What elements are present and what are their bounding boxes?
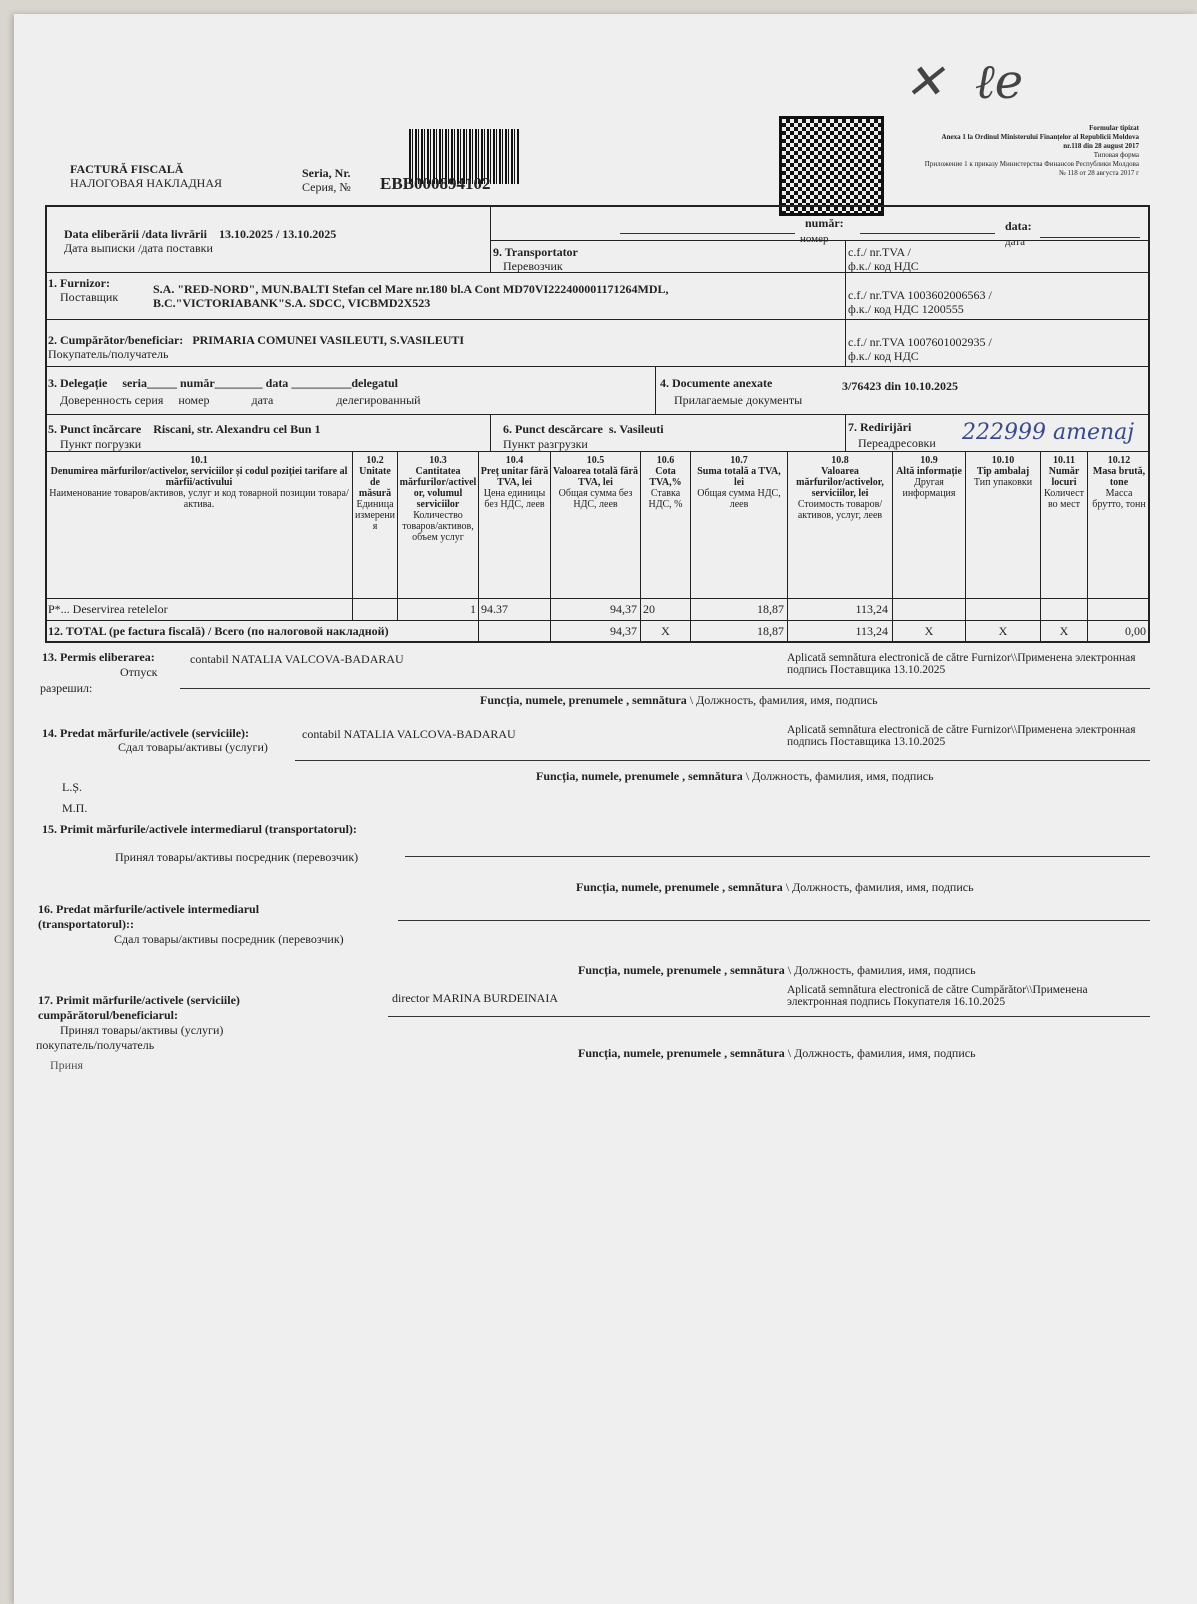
seria-label: seria (122, 376, 147, 390)
s17-label-2: cumpărătorul/beneficiarul: (38, 1008, 178, 1022)
series-number: EBB000894102 (380, 174, 491, 193)
s15-label: 15. Primit mărfurile/activele intermediarul (transportatorul): (42, 822, 357, 836)
delegatul-label: delegatul (351, 376, 398, 390)
title-ro: FACTURĂ FISCALĂ (70, 162, 184, 176)
item-value: 113,24 (855, 602, 888, 616)
col-title: Număr locuri (1048, 466, 1080, 488)
total-mass: 0,00 (1125, 624, 1146, 638)
data-label-ru: дата (1005, 236, 1026, 248)
s15-label-ru: Принял товары/активы посредник (перевозчик) (115, 850, 359, 864)
col-title-ru: Стоимость товаров/активов, услуг, леев (797, 499, 883, 521)
handwritten-redirect: 222999 amenaj (962, 420, 1135, 445)
total-value: 113,24 (855, 624, 888, 638)
item-name: P*... Deservirea retelelor (48, 602, 168, 616)
nomer-label: номер (178, 393, 210, 407)
item-total: 94,37 (610, 602, 637, 616)
numar-label: număr (179, 376, 215, 390)
item-vat: 18,87 (757, 602, 784, 616)
transport-cf-ru: ф.к./ код НДС (848, 259, 919, 273)
unloading-label: 6. Punct descărcare (503, 422, 603, 436)
supplier-label-ru: Поставщик (60, 290, 119, 304)
col-num: 10.6 (656, 455, 675, 466)
total-vat: 18,87 (757, 624, 784, 638)
col-title: Tip ambalaj (976, 466, 1030, 477)
total-vat-rate: X (661, 624, 670, 638)
s14-label: 14. Predat mărfurile/activele (serviciile): (42, 726, 250, 740)
col-title: Unitate de măsură (358, 466, 392, 499)
transport-cf: c.f./ nr.TVA / (848, 245, 911, 259)
s17-esign: Aplicată semnătura electronică de către Cumpărător\\Применена электронная подпись Покупателя 16.10.2025 (787, 984, 1088, 1008)
item-qty: 1 (470, 602, 476, 616)
s17-person: director MARINA BURDEINAIA (392, 991, 558, 1005)
note-line: Anexa 1 la Ordinul Ministerului Finanțelor al Republicii Moldova (941, 133, 1139, 141)
handwritten-mark: ✕ ℓe (904, 54, 1024, 110)
supplier-line1: S.A. "RED-NORD", MUN.BALTI Stefan cel Mare nr.180 bl.A Cont MD70VI222400001171264MDL, (153, 282, 669, 296)
s14-person: contabil NATALIA VALCOVA-BADARAU (302, 727, 516, 741)
col-title-ru: Масса брутто, тонн (1092, 488, 1146, 510)
buyer-label-ru: Покупатель/получатель (48, 347, 169, 361)
col-num: 10.5 (586, 455, 605, 466)
data-label: data (265, 376, 289, 390)
mp-mark: М.П. (62, 801, 88, 815)
col-num: 10.9 (920, 455, 938, 466)
ls-mark: L.Ș. (62, 780, 83, 794)
sig-caption: Funcția, numele, prenumele , semnătura (578, 1046, 785, 1060)
total-other: X (924, 624, 934, 638)
col-title-ru: Наименование товаров/активов, услуг и код товарной позиции товара/актива. (49, 488, 349, 510)
col-num: 10.12 (1107, 455, 1131, 466)
s13-label-ru: Отпуск (120, 665, 158, 679)
deleg-ru-label: делегированный (336, 393, 421, 407)
sig-caption-ru: \ Должность, фамилия, имя, подпись (689, 693, 878, 707)
col-title: Cantitatea mărfurilor/activelor, volumul serviciilor (399, 466, 477, 510)
total-total: 94,37 (610, 624, 637, 638)
col-title-ru: Общая сумма без НДС, леев (558, 488, 633, 510)
col-title-ru: Другая информация (902, 477, 956, 499)
supplier-cf: c.f./ nr.TVA 1003602006563 / (848, 288, 992, 302)
unloading-value: s. Vasileuti (608, 422, 664, 436)
col-title-ru: Тип упаковки (973, 477, 1033, 488)
sig-caption: Funcția, numele, prenumele , semnătura (536, 769, 743, 783)
transport-label: 9. Transportator (493, 245, 578, 259)
col-title: Suma totală a TVA, lei (697, 466, 781, 488)
data-ru-label: дата (251, 393, 274, 407)
qr-code-image (779, 116, 884, 216)
redirect-label-ru: Переадресовки (858, 436, 936, 450)
series-label-ru: Серия, № (302, 180, 351, 194)
supplier-line2: B.C."VICTORIABANK"S.A. SDCC, VICBMD2X523 (153, 296, 431, 310)
buyer-label: 2. Cumpărător/beneficiar: (48, 333, 184, 347)
item-price: 94.37 (481, 602, 508, 616)
loading-label-ru: Пункт погрузки (60, 437, 142, 451)
supplier-label: 1. Furnizor: (48, 276, 110, 290)
loading-label: 5. Punct încărcare (48, 422, 142, 436)
buyer-cf-ru: ф.к./ код НДС (848, 349, 919, 363)
total-label: 12. TOTAL (pe factura fiscală) / Всего (по налоговой накладной) (48, 624, 389, 638)
s13-label-ru2: разрешил: (40, 681, 93, 695)
sig-caption-ru: \ Должность, фамилия, имя, подпись (787, 963, 976, 977)
delegation-label: 3. Delegație (48, 376, 108, 390)
stamp-mark: Приня (50, 1058, 84, 1072)
col-title-ru: Количество товаров/активов, объем услуг (402, 510, 474, 543)
s13-person: contabil NATALIA VALCOVA-BADARAU (190, 652, 404, 666)
col-title: Altă informație (896, 466, 962, 477)
s16-label-ru: Сдал товары/активы посредник (перевозчик) (114, 932, 344, 946)
sig-caption: Funcția, numele, prenumele , semnătura (480, 693, 687, 707)
col-num: 10.10 (991, 455, 1015, 466)
col-title-ru: Общая сумма НДС, леев (697, 488, 781, 510)
col-title: Valoarea mărfurilor/activelor, serviciilor, lei (796, 466, 884, 499)
redirect-label: 7. Redirijări (848, 420, 912, 434)
s17-label: 17. Primit mărfurile/activele (serviciile) (38, 993, 240, 1007)
col-title-ru: Ставка НДС, % (648, 488, 683, 510)
dates-value: 13.10.2025 / 13.10.2025 (218, 227, 337, 241)
sig-caption-ru: \ Должность, фамилия, имя, подпись (787, 1046, 976, 1060)
col-num: 10.7 (730, 455, 748, 466)
s16-label: 16. Predat mărfurile/activele intermediarul (38, 902, 260, 916)
buyer-cf: c.f./ nr.TVA 1007601002935 / (848, 335, 992, 349)
documents-value: 3/76423 din 10.10.2025 (842, 379, 959, 393)
col-num: 10.11 (1053, 455, 1075, 466)
delegation-label-ru: Доверенность серия (60, 393, 164, 407)
col-num: 10.2 (366, 455, 384, 466)
note-line: nr.118 din 28 august 2017 (1063, 142, 1139, 150)
col-title-ru: Цена единицы без НДС, леев (483, 488, 546, 510)
unloading-label-ru: Пункт разгрузки (503, 437, 588, 451)
dates-label-ro: Data eliberării /data livrării (64, 227, 207, 241)
col-title: Denumirea mărfurilor/activelor, serviciilor și codul poziției tarifare al mărfii/activului (50, 466, 348, 488)
note-line: Типовая форма (1093, 151, 1139, 159)
s13-label: 13. Permis eliberarea: (42, 650, 155, 664)
numar-label-ru: номер (800, 233, 829, 245)
col-title: Cota TVA,% (649, 466, 682, 488)
loading-value: Riscani, str. Alexandru cel Bun 1 (153, 422, 321, 436)
s17-label-ru2: покупатель/получатель (36, 1038, 155, 1052)
sig-caption-ru: \ Должность, фамилия, имя, подпись (745, 769, 934, 783)
numar-label: număr: (805, 216, 844, 230)
form-note (894, 124, 1139, 178)
s14-label-ru: Сдал товары/активы (услуги) (118, 740, 268, 754)
col-title-ru: Количество мест (1044, 488, 1084, 510)
sig-caption: Funcția, numele, prenumele , semnătura (576, 880, 783, 894)
col-title: Preț unitar fără TVA, lei (480, 466, 549, 488)
col-title-ru: Единица измерения (354, 499, 396, 532)
s14-esign: Aplicată semnătura electronică de către Furnizor\\Применена электронная подпись Поставщика 13.10.2025 (787, 724, 1136, 748)
sig-caption-ru: \ Должность, фамилия, имя, подпись (785, 880, 974, 894)
col-num: 10.3 (429, 455, 447, 466)
note-line: Приложение 1 к приказу Министерства Финансов Республики Молдова (924, 160, 1139, 168)
series-label-ro: Seria, Nr. (302, 166, 351, 180)
s16-label-2: (transportatorul):: (38, 917, 134, 931)
item-vat-rate: 20 (643, 602, 655, 616)
note-line: № 118 от 28 августа 2017 г (1059, 169, 1139, 177)
total-pack: X (998, 624, 1008, 638)
sig-caption: Funcția, numele, prenumele , semnătura (578, 963, 785, 977)
col-num: 10.4 (505, 455, 524, 466)
note-line: Formular tipizat (1089, 124, 1139, 132)
col-num: 10.8 (831, 455, 849, 466)
s17-label-ru: Принял товары/активы (услуги) (60, 1023, 224, 1037)
transport-label-ru: Перевозчик (503, 259, 563, 273)
documents-label: 4. Documente anexate (660, 376, 773, 390)
documents-label-ru: Прилагаемые документы (674, 393, 803, 407)
dates-label-ru: Дата выписки /дата поставки (64, 241, 213, 255)
buyer-value: PRIMARIA COMUNEI VASILEUTI, S.VASILEUTI (192, 333, 465, 347)
title-ru: НАЛОГОВАЯ НАКЛАДНАЯ (70, 176, 223, 190)
col-title: Valoarea totală fără TVA, lei (553, 466, 638, 488)
supplier-cf-ru: ф.к./ код НДС 1200555 (848, 302, 964, 316)
col-title: Masa brută, tone (1092, 466, 1146, 488)
s13-esign: Aplicată semnătura electronică de către Furnizor\\Применена электронная подпись Поставщика 13.10.2025 (787, 652, 1136, 676)
col-num: 10.1 (190, 455, 208, 466)
total-places: X (1059, 624, 1069, 638)
data-label: data: (1005, 219, 1032, 233)
